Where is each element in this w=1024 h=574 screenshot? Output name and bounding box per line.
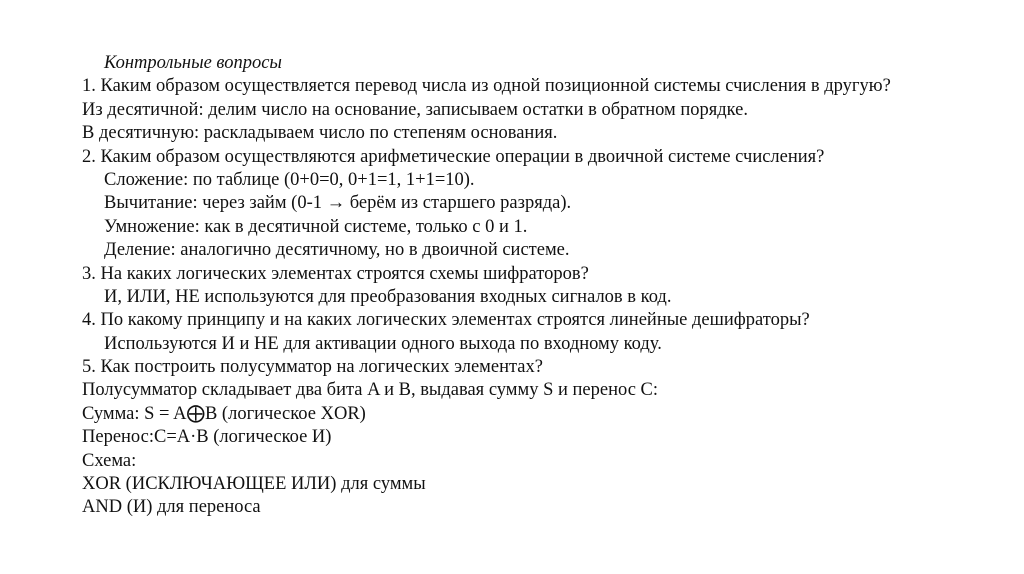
answer-5-xor: XOR (ИСКЛЮЧАЮЩЕЕ ИЛИ) для суммы	[82, 474, 426, 495]
question-1: 1. Каким образом осуществляется перевод числа из одной позиционной системы счисления в другую?	[82, 76, 891, 97]
question-4: 4. По какому принципу и на каких логических элементах строятся линейные дешифраторы?	[82, 310, 810, 331]
answer-1-from-decimal: Из десятичной: делим число на основание, записываем остатки в обратном порядке.	[82, 99, 749, 120]
question-2: 2. Каким образом осуществляются арифметические операции в двоичной системе счисления?	[82, 146, 825, 167]
answer-2-subtraction: Вычитание: через займ (0-1 → берём из старшего разряда).	[104, 193, 572, 214]
answer-2-addition: Сложение: по таблице (0+0=0, 0+1=1, 1+1=10).	[104, 169, 475, 190]
question-3: 3. На каких логических элементах строятся схемы шифраторов?	[82, 263, 589, 284]
answer-2-multiplication: Умножение: как в десятичной системе, только с 0 и 1.	[104, 216, 528, 237]
answer-5-and: AND (И) для переноса	[82, 497, 261, 518]
answer-2-division: Деление: аналогично десятичному, но в двоичной системе.	[104, 240, 570, 261]
answer-4: Используются И и НЕ для активации одного выхода по входному коду.	[104, 333, 662, 354]
question-5: 5. Как построить полусумматор на логических элементах?	[82, 357, 543, 378]
answer-5-scheme-label: Схема:	[82, 450, 137, 471]
answer-5-carry: Перенос:C=A·B (логическое И)	[82, 427, 332, 448]
slide-content	[82, 52, 982, 520]
answer-5-intro: Полусумматор складывает два бита A и B, выдавая сумму S и перенос C:	[82, 380, 659, 401]
answer-5-sum: Сумма: S = A⨁B (логическое XOR)	[82, 403, 366, 424]
answer-1-to-decimal: В десятичную: раскладываем число по степеням основания.	[82, 123, 558, 144]
answer-3: И, ИЛИ, НЕ используются для преобразования входных сигналов в код.	[104, 286, 672, 307]
slide-title: Контрольные вопросы	[104, 53, 282, 73]
